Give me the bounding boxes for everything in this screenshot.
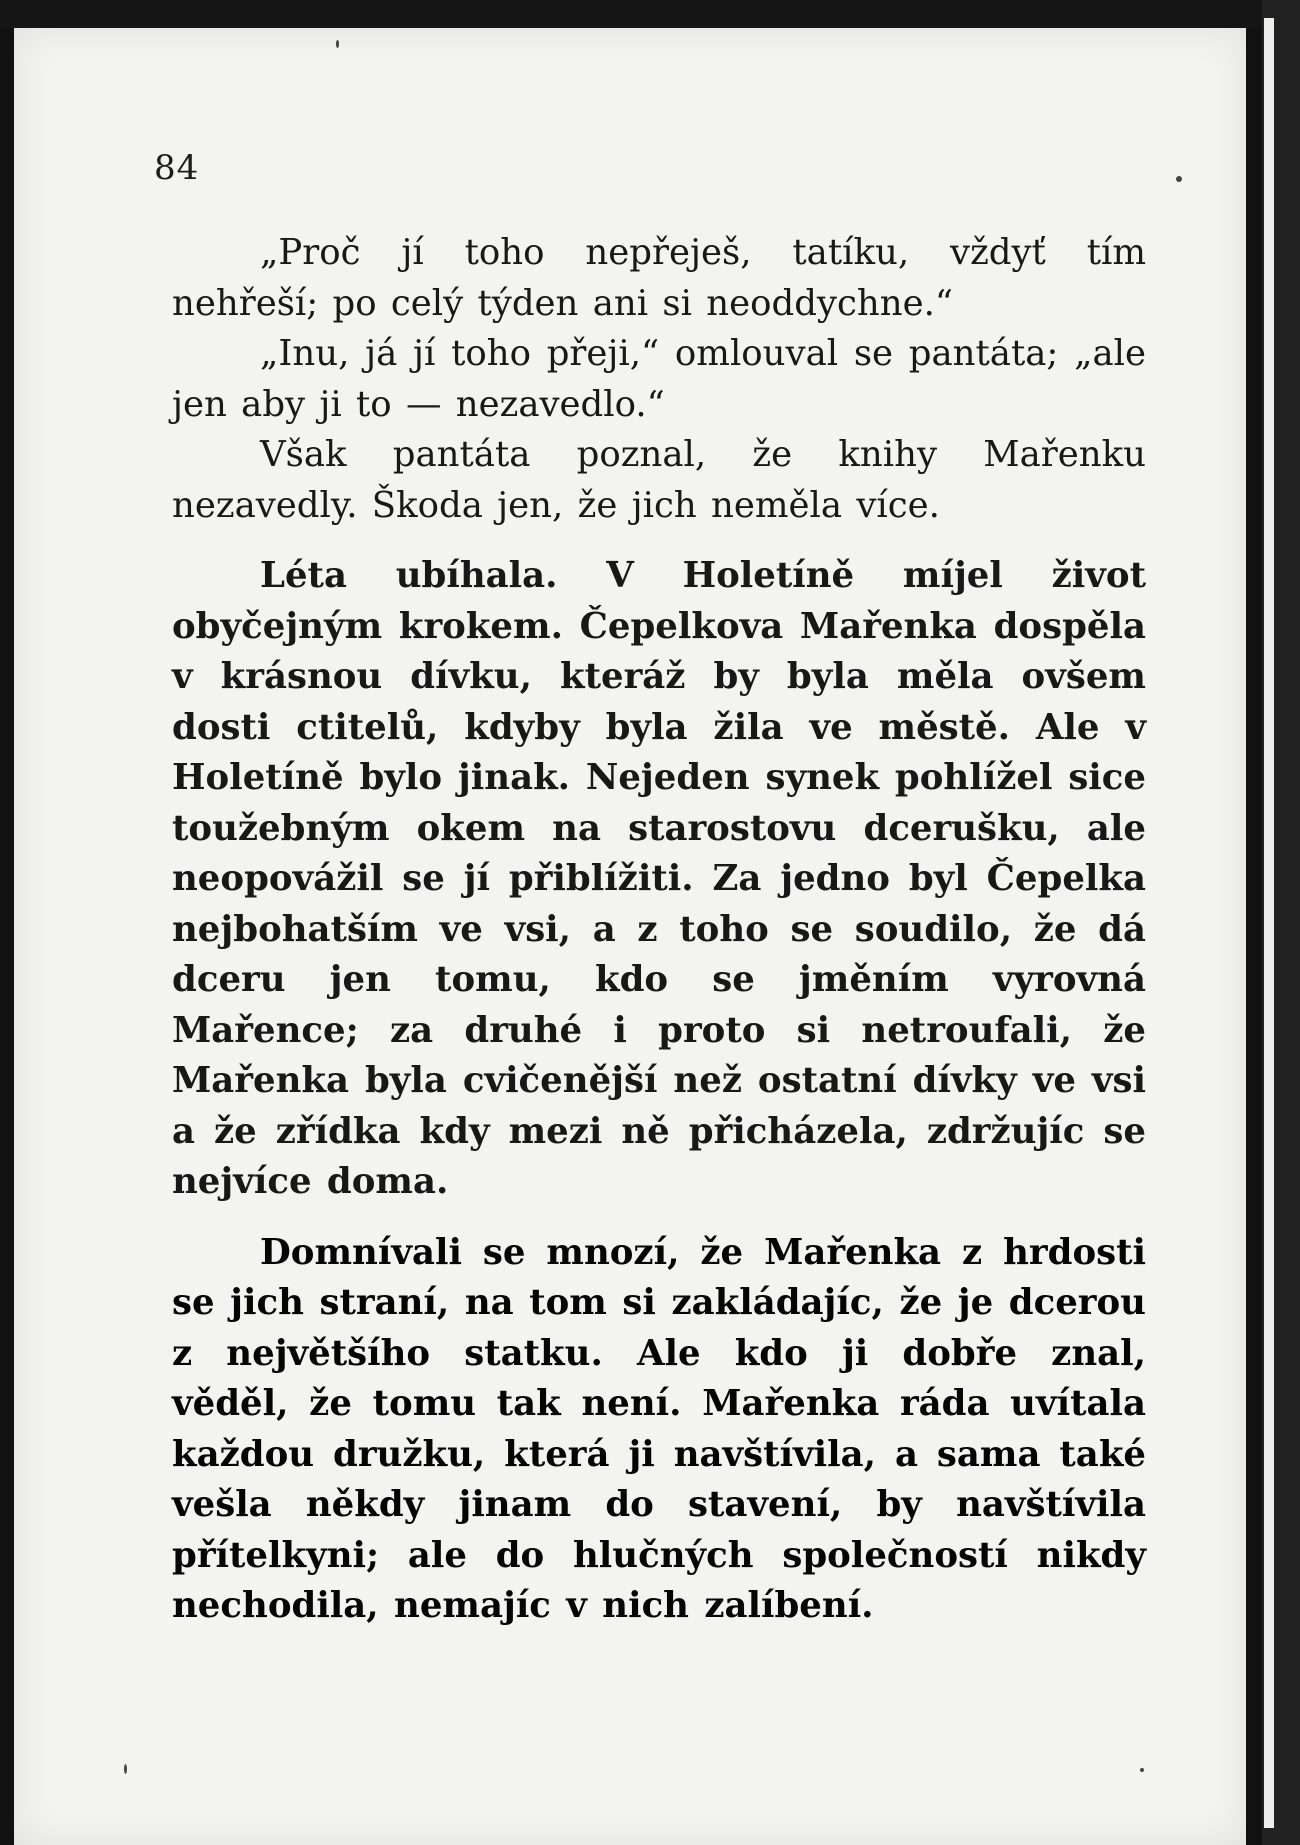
dust-speck bbox=[336, 40, 339, 48]
paragraph: Však pantáta poznal, že knihy Mařenku nezavedly. Škoda jen, že jich neměla více. bbox=[172, 434, 1146, 526]
scan-top-border bbox=[0, 0, 1262, 28]
next-page-edge bbox=[1264, 18, 1274, 1828]
dust-speck bbox=[1176, 176, 1182, 182]
paragraph: „Inu, já jí toho přeji,“ omlouval se pantáta; „ale jen aby ji to — nezavedlo.“ bbox=[172, 333, 1146, 425]
paragraph: Domnívali se mnozí, že Mařenka z hrdosti se jich straní, na tom si zakládajíc, že je dcerou z největšího statku. Ale kdo ji dobře znal, věděl, že tomu tak není. Mařenka ráda uvítala každou družku, která ji navštívila, a sama také vešla někdy jinam do stavení, by navštívila přítelkyni; ale do hlučných společností nikdy nechodila, nemajíc v nich zalíbení. bbox=[172, 1231, 1146, 1626]
paragraph: Léta ubíhala. V Holetíně míjel život obyčejným krokem. Čepelkova Mařenka dospěla v krásnou dívku, kteráž by byla měla ovšem dosti ctitelů, kdyby byla žila ve městě. Ale v Holetíně bylo jinak. Nejeden synek pohlížel sice toužebným okem na starostovu dcerušku, ale neopovážil se jí přiblížiti. Za jedno byl Čepelka nejbohatším ve vsi, a z toho se soudilo, že dá dceru jen tomu, kdo se jměním vyrovná Mařence; za druhé i proto si netroufali, že Mařenka byla cvičenější než ostatní dívky ve vsi a že zřídka kdy mezi ně přicházela, zdržujíc se nejvíce doma. bbox=[172, 555, 1146, 1202]
paragraph: „Proč jí toho nepřeješ, tatíku, vždyť tím nehřeší; po celý týden ani si neoddychne.“ bbox=[172, 232, 1146, 324]
page-text bbox=[172, 228, 1146, 1652]
dust-speck bbox=[1140, 1768, 1144, 1772]
dust-speck bbox=[124, 1764, 127, 1774]
page-number: 84 bbox=[154, 148, 200, 188]
